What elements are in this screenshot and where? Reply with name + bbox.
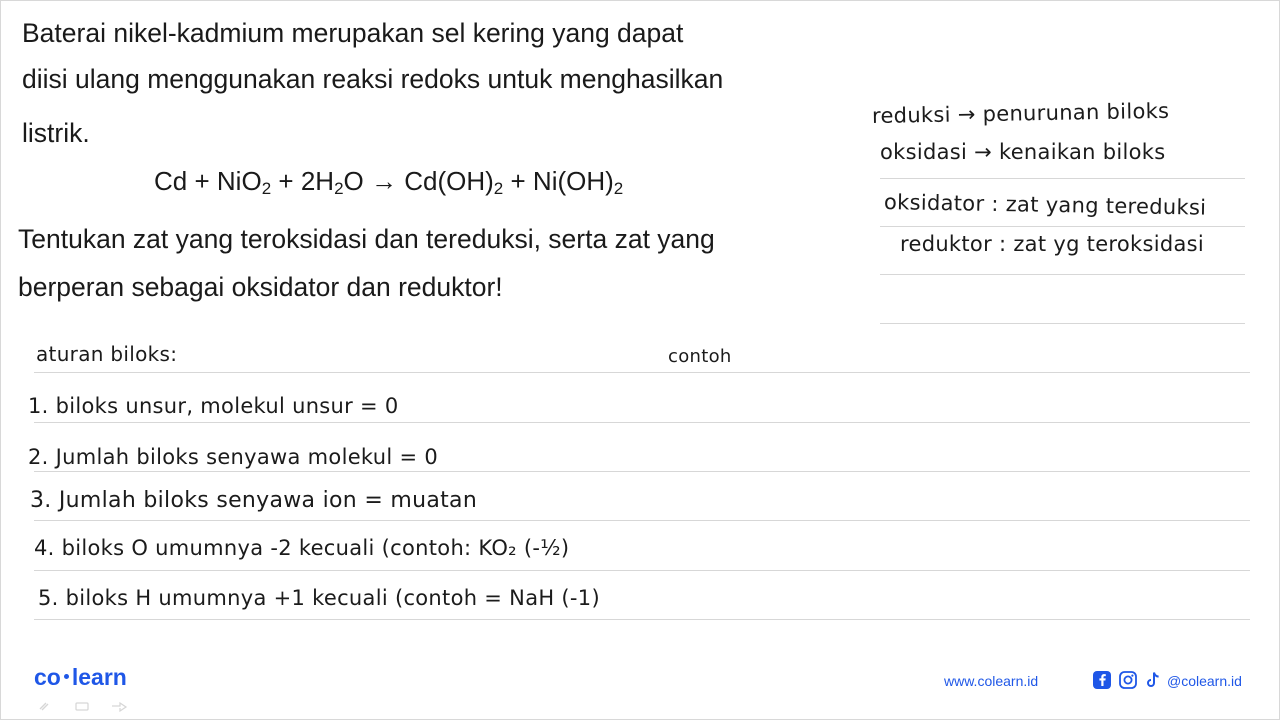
rule-2: 2. Jumlah biloks senyawa molekul = 0 — [28, 445, 438, 469]
eq-o: O — [343, 166, 364, 196]
note-reduktor: reduktor : zat yg teroksidasi — [900, 232, 1205, 256]
eq-cd: Cd — [154, 166, 188, 196]
logo-part-b: learn — [71, 664, 127, 690]
rule-1: 1. biloks unsur, molekul unsur = 0 — [28, 394, 399, 418]
eq-sub: 2 — [493, 179, 504, 198]
ruled-line — [34, 570, 1250, 571]
eq-plus: + — [278, 166, 294, 196]
question-line-4: Tentukan zat yang teroksidasi dan tereduksi, serta zat yang — [18, 224, 715, 254]
eq-h2o: 2H — [300, 166, 335, 196]
question-line-3: listrik. — [22, 118, 90, 148]
social-handle[interactable]: @colearn.id — [1167, 673, 1242, 689]
question-line-2: diisi ulang menggunakan reaksi redoks untuk menghasilkan — [22, 64, 724, 94]
question-line-1: Baterai nikel-kadmium merupakan sel kering yang dapat — [22, 18, 684, 48]
ruled-line — [34, 520, 1250, 521]
facebook-icon[interactable] — [1092, 670, 1112, 690]
notes-heading: aturan biloks: — [36, 342, 178, 366]
eq-plus: + — [510, 166, 526, 196]
decorative-faint-icons — [36, 700, 146, 712]
question-line-5: berperan sebagai oksidator dan reduktor! — [18, 272, 503, 302]
ruled-line — [34, 619, 1250, 620]
ruled-line — [34, 471, 1250, 472]
eq-cdoh: Cd(OH) — [404, 166, 494, 196]
rule-3: 3. Jumlah biloks senyawa ion = muatan — [30, 488, 478, 513]
eq-nio: NiO — [216, 166, 262, 196]
logo-dot — [64, 674, 69, 679]
note-reduksi: reduksi → penurunan biloks — [871, 98, 1170, 128]
ruled-line — [880, 226, 1245, 227]
logo-part-a: co — [34, 664, 61, 690]
chemical-equation — [154, 166, 623, 197]
website-link[interactable]: www.colearn.id — [944, 673, 1039, 689]
ruled-line — [880, 323, 1245, 324]
notes-contoh: contoh — [668, 346, 732, 367]
tiktok-icon[interactable] — [1143, 670, 1163, 690]
rule-5: 5. biloks H umumnya +1 kecuali (contoh = NaH (-1) — [38, 586, 600, 610]
ruled-line — [880, 178, 1245, 179]
rule-4: 4. biloks O umumnya -2 kecuali (contoh: KO₂ (-½) — [34, 536, 570, 560]
ruled-line — [880, 274, 1245, 275]
eq-sub: 2 — [613, 179, 624, 198]
note-oksidator: oksidator : zat yang tereduksi — [883, 190, 1207, 220]
instagram-icon[interactable] — [1118, 670, 1138, 690]
ruled-line — [34, 372, 1250, 373]
eq-nioh: Ni(OH) — [532, 166, 614, 196]
ruled-line — [34, 422, 1250, 423]
eq-arrow: → — [371, 166, 397, 196]
eq-sub: 2 — [261, 179, 272, 198]
eq-sub: 2 — [334, 179, 344, 198]
eq-plus: + — [194, 166, 210, 196]
colearn-logo — [34, 664, 127, 691]
note-oksidasi: oksidasi → kenaikan biloks — [880, 140, 1166, 164]
